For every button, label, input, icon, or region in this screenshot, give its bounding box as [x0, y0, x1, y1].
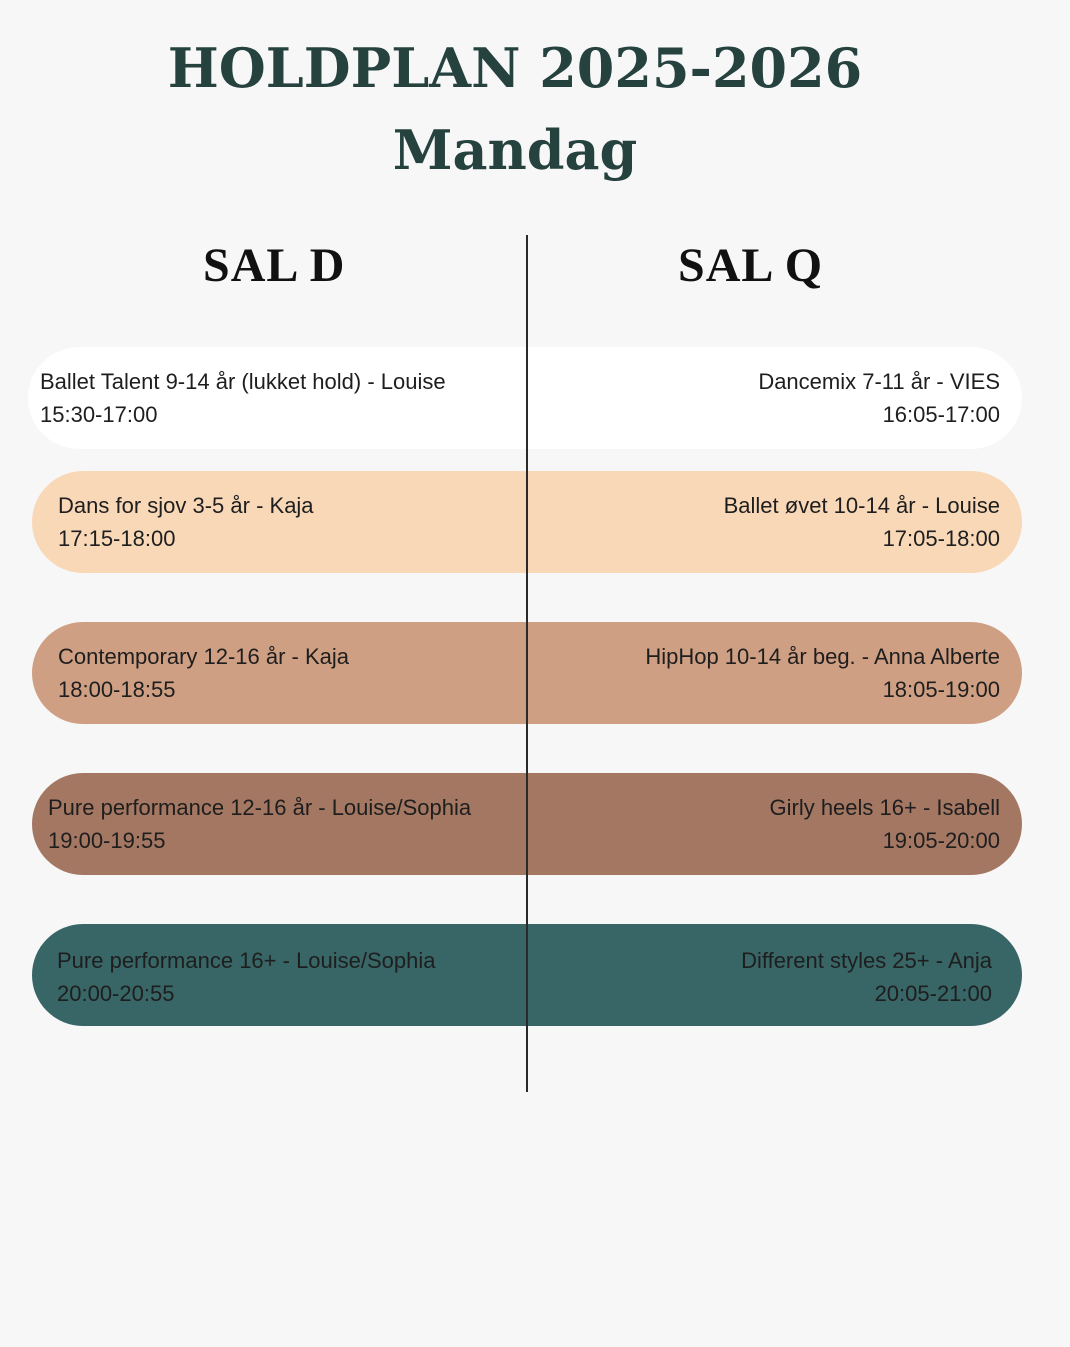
class-time: 18:05-19:00: [882, 677, 1000, 702]
class-time: 19:00-19:55: [48, 828, 166, 853]
class-cell-sal-q: [770, 791, 1001, 857]
page-title: HOLDPLAN 2025-2026: [167, 36, 863, 100]
class-cell-sal-d: [40, 365, 446, 431]
class-name: HipHop 10-14 år beg. - Anna Alberte: [645, 644, 1000, 669]
class-name: Contemporary 12-16 år - Kaja: [58, 644, 350, 669]
class-time: 16:05-17:00: [882, 402, 1000, 427]
class-time: 15:30-17:00: [40, 402, 158, 427]
class-time: 20:05-21:00: [874, 981, 992, 1006]
class-name: Girly heels 16+ - Isabell: [769, 795, 1000, 820]
class-name: Different styles 25+ - Anja: [741, 948, 992, 973]
column-heading-sal-q: SAL Q: [678, 239, 824, 292]
class-cell-sal-d: [58, 640, 349, 706]
class-name: Ballet øvet 10-14 år - Louise: [723, 493, 1000, 518]
class-time: 20:00-20:55: [57, 981, 175, 1006]
class-cell-sal-q: [645, 640, 1000, 706]
class-time: 17:15-18:00: [58, 526, 176, 551]
class-cell-sal-q: [724, 489, 1000, 555]
class-time: 19:05-20:00: [882, 828, 1000, 853]
class-name: Pure performance 12-16 år - Louise/Sophia: [48, 795, 472, 820]
class-cell-sal-d: [57, 944, 436, 1010]
class-cell-sal-q: [741, 944, 992, 1010]
class-name: Dancemix 7-11 år - VIES: [758, 369, 1000, 394]
class-cell-sal-d: [58, 489, 314, 555]
class-name: Dans for sjov 3-5 år - Kaja: [58, 493, 314, 518]
class-time: 18:00-18:55: [58, 677, 176, 702]
day-subtitle: Mandag: [392, 118, 638, 182]
class-cell-sal-d: [48, 791, 471, 857]
column-heading-sal-d: SAL D: [203, 239, 346, 292]
class-name: Pure performance 16+ - Louise/Sophia: [57, 948, 436, 973]
class-time: 17:05-18:00: [882, 526, 1000, 551]
column-divider: [526, 235, 528, 1092]
class-cell-sal-q: [758, 365, 1000, 431]
class-name: Ballet Talent 9-14 år (lukket hold) - Louise: [40, 369, 446, 394]
